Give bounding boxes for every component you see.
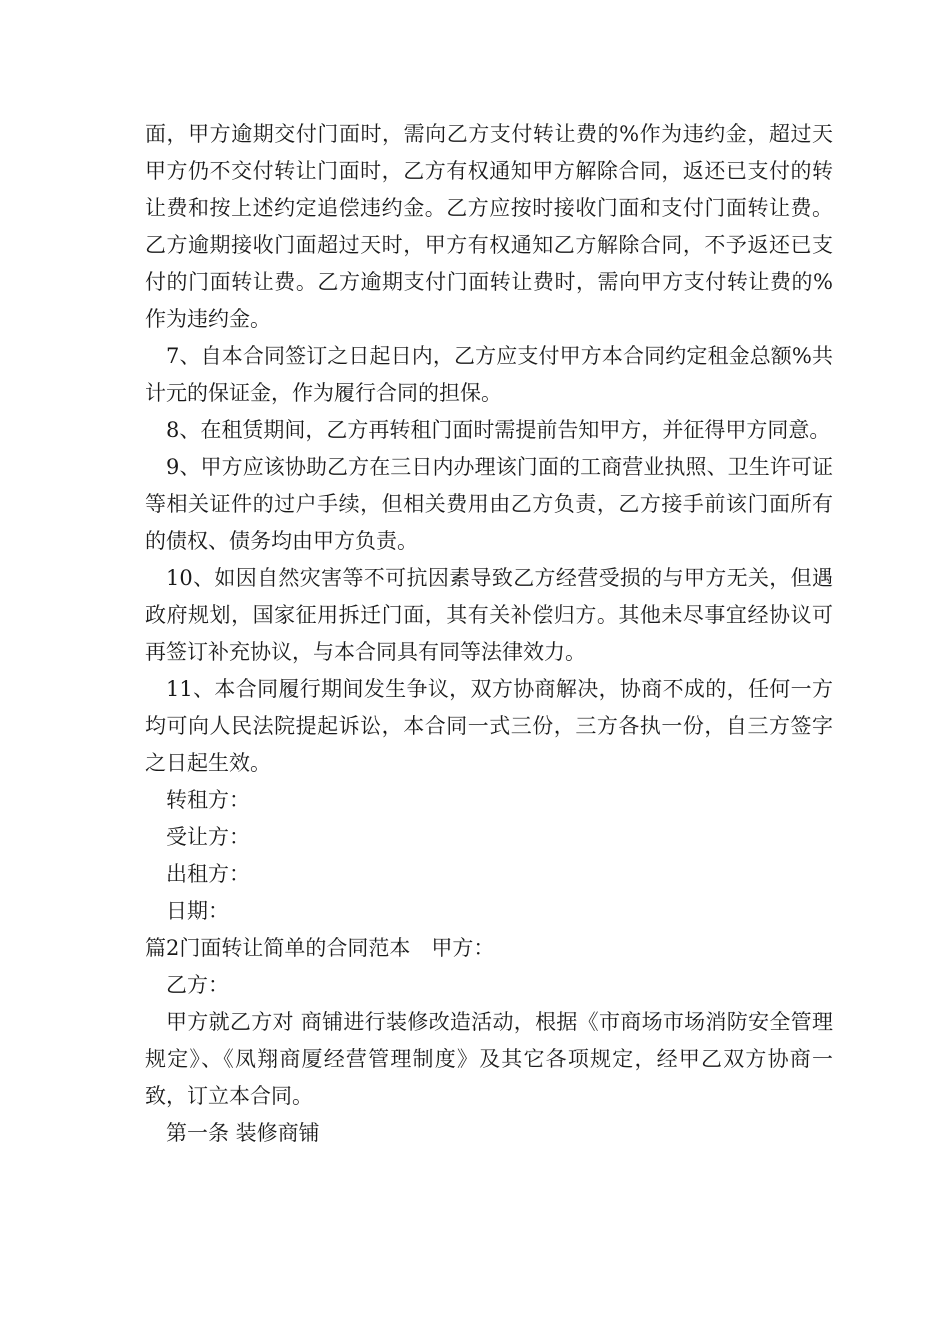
- paragraph-clause-9: 9、甲方应该协助乙方在三日内办理该门面的工商营业执照、卫生许可证等相关证件的过户手续，但相关费用由乙方负责，乙方接手前该门面所有的债权、债务均由甲方负责。: [145, 455, 833, 553]
- section-2-heading: 篇2门面转让简单的合同范本 甲方：: [145, 936, 495, 960]
- signature-transferee: 受让方：: [166, 825, 250, 849]
- paragraph-clause-11: 11、本合同履行期间发生争议，双方协商解决，协商不成的，任何一方均可向人民法院提起诉讼，本合同一式三份，三方各执一份，自三方签字之日起生效。: [145, 677, 833, 775]
- signature-lessor: 出租方：: [166, 862, 250, 886]
- party-b-label: 乙方：: [166, 973, 229, 997]
- paragraph-clause-7: 7、自本合同签订之日起日内，乙方应支付甲方本合同约定租金总额%共计元的保证金，作为履行合同的担保。: [145, 344, 833, 405]
- paragraph-clause-10: 10、如因自然灾害等不可抗因素导致乙方经营受损的与甲方无关，但遇政府规划，国家征用拆迁门面，其有关补偿归方。其他未尽事宜经协议可再签订补充协议，与本合同具有同等法律效力。: [145, 566, 833, 664]
- article-1-heading: 第一条 装修商铺: [166, 1121, 320, 1145]
- paragraph-penalty-clause: 面，甲方逾期交付门面时，需向乙方支付转让费的%作为违约金，超过天甲方仍不交付转让门面时，乙方有权通知甲方解除合同，返还已支付的转让费和按上述约定追偿违约金。乙方应按时接收门面和支付门面转让费。乙方逾期接收门面超过天时，甲方有权通知乙方解除合同，不予返还已支付的门面转让费。乙方逾期支付门面转让费时，需向甲方支付转让费的%作为违约金。: [145, 122, 833, 331]
- document-body: [145, 116, 833, 1152]
- paragraph-clause-8: 8、在租赁期间，乙方再转租门面时需提前告知甲方，并征得甲方同意。: [166, 418, 831, 442]
- signature-date: 日期：: [166, 899, 229, 923]
- signature-sublessor: 转租方：: [166, 788, 250, 812]
- paragraph-intro: 甲方就乙方对 商铺进行装修改造活动，根据《市商场市场消防安全管理规定》、《凤翔商厦经营管理制度》及其它各项规定，经甲乙双方协商一致，订立本合同。: [145, 1010, 833, 1108]
